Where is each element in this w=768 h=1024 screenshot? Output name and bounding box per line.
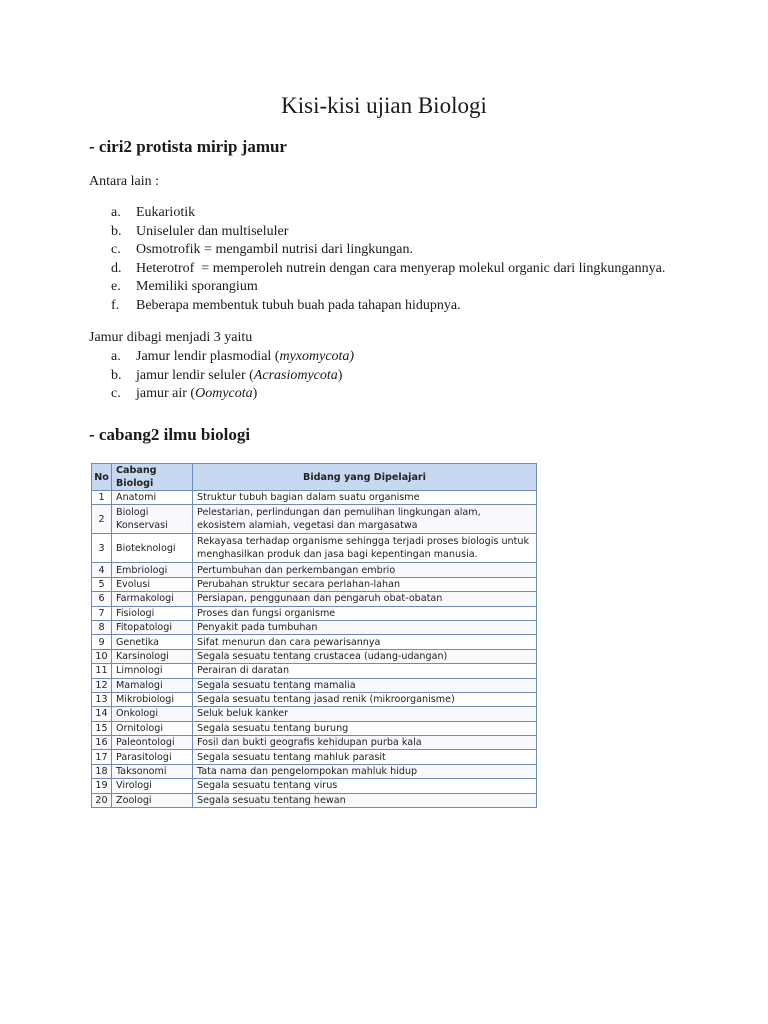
cell-cabang: Fisiologi bbox=[112, 606, 193, 620]
list-item-text bbox=[136, 367, 342, 386]
cell-no: 9 bbox=[92, 635, 112, 649]
division-text: Jamur lendir plasmodial ( bbox=[136, 349, 280, 364]
table-row bbox=[92, 707, 537, 721]
list-marker: b. bbox=[111, 367, 122, 383]
intro-text: Antara lain : bbox=[89, 174, 159, 189]
table-row bbox=[92, 764, 537, 778]
cell-bidang: Segala sesuatu tentang mamalia bbox=[193, 678, 537, 692]
cell-cabang: Virologi bbox=[112, 779, 193, 793]
cell-cabang: Fitopatologi bbox=[112, 620, 193, 634]
cell-cabang: Anatomi bbox=[112, 491, 193, 505]
list-marker: c. bbox=[111, 386, 121, 402]
list-marker: e. bbox=[111, 279, 121, 295]
cell-no: 19 bbox=[92, 779, 112, 793]
cell-no: 12 bbox=[92, 678, 112, 692]
cell-no: 18 bbox=[92, 764, 112, 778]
list-item-text: Eukariotik bbox=[136, 205, 196, 220]
list-item-text: Heterotrof = memperoleh nutrein dengan cara menyerap molekul organic dari lingkungannya. bbox=[136, 260, 666, 276]
division-italic: myxomycota) bbox=[279, 349, 355, 364]
header-bidang: Bidang yang Dipelajari bbox=[193, 464, 537, 491]
table-row bbox=[92, 779, 537, 793]
cell-cabang: Ornitologi bbox=[112, 721, 193, 735]
table-row bbox=[92, 592, 537, 606]
list-marker: a. bbox=[111, 349, 121, 364]
list-marker: b. bbox=[111, 223, 122, 239]
table-row bbox=[92, 664, 537, 678]
cell-bidang: Persiapan, penggunaan dan pengaruh obat-obatan bbox=[193, 592, 537, 606]
cell-no: 13 bbox=[92, 692, 112, 706]
cell-cabang: Onkologi bbox=[112, 707, 193, 721]
division-italic: Oomycota bbox=[195, 386, 253, 402]
cell-no: 7 bbox=[92, 606, 112, 620]
table-row bbox=[92, 563, 537, 577]
list-item-text: Uniseluler dan multiseluler bbox=[136, 223, 289, 239]
cell-cabang: Embriologi bbox=[112, 563, 193, 577]
division-intro-text: Jamur dibagi menjadi 3 yaitu bbox=[89, 330, 253, 345]
cell-no: 1 bbox=[92, 491, 112, 505]
table-row bbox=[92, 793, 537, 807]
cell-bidang: Seluk beluk kanker bbox=[193, 707, 537, 721]
cell-bidang: Struktur tubuh bagian dalam suatu organisme bbox=[193, 491, 537, 505]
cell-cabang: Mikrobiologi bbox=[112, 692, 193, 706]
table-row bbox=[92, 736, 537, 750]
cell-cabang: Mamalogi bbox=[112, 678, 193, 692]
cell-no: 3 bbox=[92, 534, 112, 563]
cell-bidang: Sifat menurun dan cara pewarisannya bbox=[193, 635, 537, 649]
table-row bbox=[92, 491, 537, 505]
cell-no: 5 bbox=[92, 577, 112, 591]
cell-no: 17 bbox=[92, 750, 112, 764]
page-title: Kisi-kisi ujian Biologi bbox=[281, 93, 487, 118]
cell-bidang: Segala sesuatu tentang crustacea (udang-udangan) bbox=[193, 649, 537, 663]
table-body bbox=[92, 491, 537, 808]
cell-no: 10 bbox=[92, 649, 112, 663]
cell-bidang: Perairan di daratan bbox=[193, 664, 537, 678]
division-after: ) bbox=[337, 367, 343, 383]
cell-cabang: Paleontologi bbox=[112, 736, 193, 750]
table-row bbox=[92, 750, 537, 764]
table-row bbox=[92, 577, 537, 591]
cell-bidang: Perubahan struktur secara perlahan-lahan bbox=[193, 577, 537, 591]
cell-no: 11 bbox=[92, 664, 112, 678]
cell-no: 20 bbox=[92, 793, 112, 807]
table-row bbox=[92, 678, 537, 692]
cell-no: 15 bbox=[92, 721, 112, 735]
list-marker: c. bbox=[111, 242, 121, 258]
division-text: jamur air ( bbox=[136, 386, 196, 402]
list-item-text: Beberapa membentuk tubuh buah pada tahapan hidupnya. bbox=[136, 297, 461, 313]
list-item-text: Memiliki sporangium bbox=[136, 279, 258, 295]
section-heading-cabang: - cabang2 ilmu biologi bbox=[89, 425, 251, 444]
cell-cabang: Parasitologi bbox=[112, 750, 193, 764]
list-marker: a. bbox=[111, 205, 121, 220]
table-row bbox=[92, 721, 537, 735]
cell-bidang: Segala sesuatu tentang jasad renik (mikroorganisme) bbox=[193, 692, 537, 706]
division-italic: Acrasiomycota bbox=[253, 367, 338, 383]
cell-bidang: Pelestarian, perlindungan dan pemulihan lingkungan alam, ekosistem alamiah, vegetasi dan margasatwa bbox=[193, 505, 537, 534]
division-after: ) bbox=[252, 386, 258, 402]
table-row bbox=[92, 692, 537, 706]
cell-bidang: Penyakit pada tumbuhan bbox=[193, 620, 537, 634]
table-row bbox=[92, 606, 537, 620]
cell-bidang: Segala sesuatu tentang hewan bbox=[193, 793, 537, 807]
biology-branches-table bbox=[91, 463, 537, 808]
cell-bidang: Proses dan fungsi organisme bbox=[193, 606, 537, 620]
list-item-text bbox=[136, 385, 257, 404]
header-cabang: Cabang Biologi bbox=[112, 464, 193, 491]
table-row bbox=[92, 620, 537, 634]
cell-cabang: Karsinologi bbox=[112, 649, 193, 663]
header-no: No bbox=[92, 464, 112, 491]
cell-no: 8 bbox=[92, 620, 112, 634]
cell-cabang: Biologi Konservasi bbox=[112, 505, 193, 534]
cell-no: 14 bbox=[92, 707, 112, 721]
cell-no: 6 bbox=[92, 592, 112, 606]
cell-cabang: Farmakologi bbox=[112, 592, 193, 606]
cell-no: 2 bbox=[92, 505, 112, 534]
list-marker: d. bbox=[111, 260, 122, 276]
cell-cabang: Taksonomi bbox=[112, 764, 193, 778]
cell-cabang: Evolusi bbox=[112, 577, 193, 591]
table-row bbox=[92, 635, 537, 649]
cell-bidang: Rekayasa terhadap organisme sehingga terjadi proses biologis untuk menghasilkan produk dan jasa bagi kepentingan manusia. bbox=[193, 534, 537, 563]
cell-bidang: Tata nama dan pengelompokan mahluk hidup bbox=[193, 764, 537, 778]
table-header-row bbox=[92, 464, 537, 491]
list-marker: f. bbox=[111, 297, 120, 313]
cell-cabang: Limnologi bbox=[112, 664, 193, 678]
cell-bidang: Segala sesuatu tentang mahluk parasit bbox=[193, 750, 537, 764]
list-item-text: Osmotrofik = mengambil nutrisi dari lingkungan. bbox=[136, 242, 413, 258]
list-item-text bbox=[136, 348, 354, 367]
cell-bidang: Fosil dan bukti geografis kehidupan purba kala bbox=[193, 736, 537, 750]
cell-no: 16 bbox=[92, 736, 112, 750]
cell-bidang: Segala sesuatu tentang burung bbox=[193, 721, 537, 735]
section-heading-protista: - ciri2 protista mirip jamur bbox=[89, 137, 287, 156]
division-text: jamur lendir seluler ( bbox=[136, 367, 254, 383]
table-row bbox=[92, 649, 537, 663]
table-row bbox=[92, 534, 537, 563]
cell-bidang: Segala sesuatu tentang virus bbox=[193, 779, 537, 793]
cell-no: 4 bbox=[92, 563, 112, 577]
cell-cabang: Bioteknologi bbox=[112, 534, 193, 563]
cell-cabang: Genetika bbox=[112, 635, 193, 649]
cell-bidang: Pertumbuhan dan perkembangan embrio bbox=[193, 563, 537, 577]
cell-cabang: Zoologi bbox=[112, 793, 193, 807]
table-row bbox=[92, 505, 537, 534]
